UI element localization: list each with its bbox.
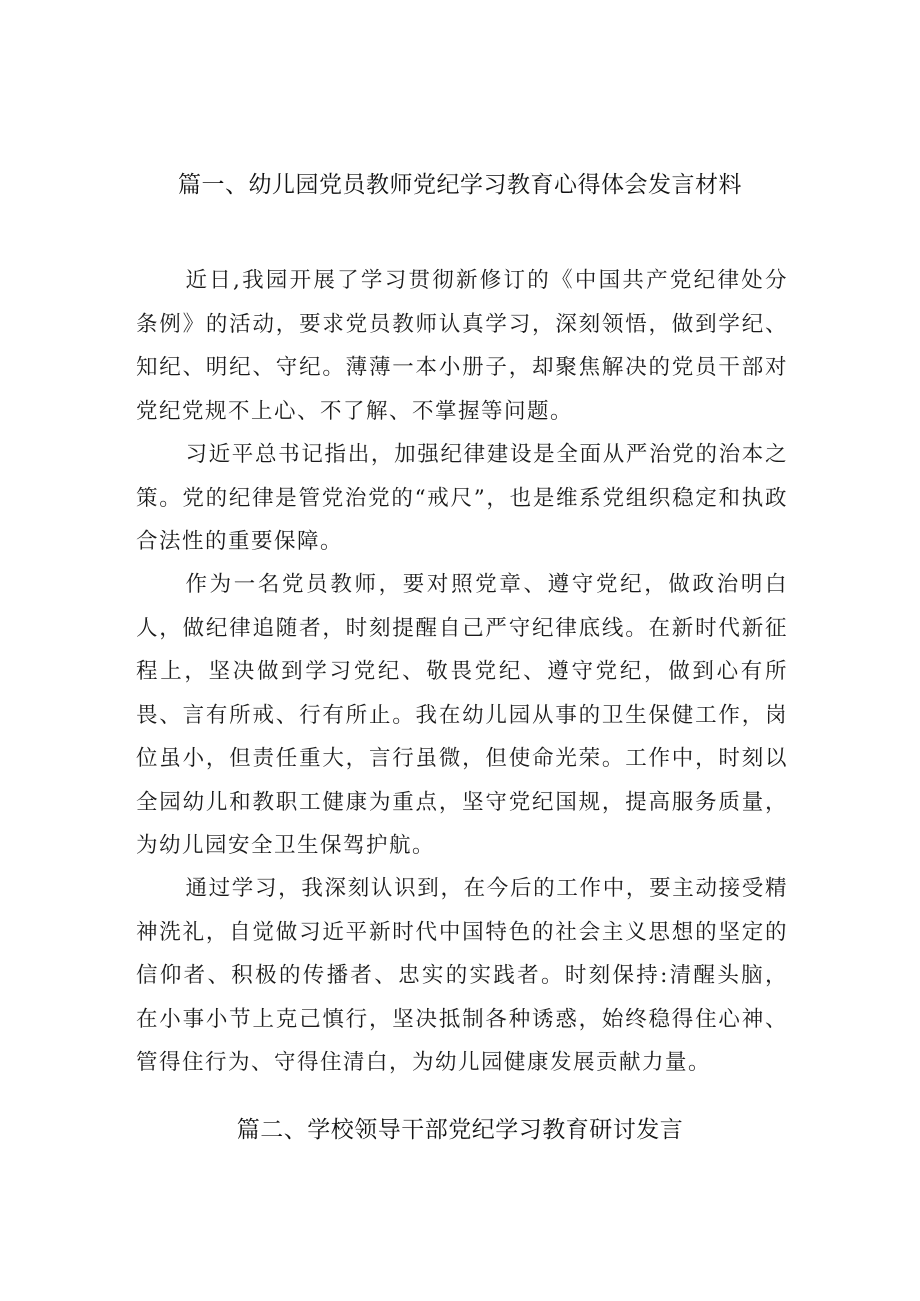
section-2-title: 篇二、学校领导干部党纪学习教育研讨发言 bbox=[236, 1117, 684, 1143]
paragraph-1: 近日,我园开展了学习贯彻新修订的《中国共产党纪律处分条例》的活动，要求党员教师认真学习，深刻领悟，做到学纪、知纪、明纪、守纪。薄薄一本小册子，却聚焦解决的党员干部对党纪党规不上心、不了解、不掌握等问题。 bbox=[136, 268, 788, 424]
section-1-title: 篇一、幼儿园党员教师党纪学习教育心得体会发言材料 bbox=[178, 172, 742, 198]
paragraph-4: 通过学习，我深刻认识到，在今后的工作中，要主动接受精神洗礼，自觉做习近平新时代中国特色的社会主义思想的坚定的信仰者、积极的传播者、忠实的实践者。时刻保持:清醒头脑，在小事小节上克己慎行，坚决抵制各种诱惑，始终稳得住心神、管得住行为、守得住清白，为幼儿园健康发展贡献力量。 bbox=[136, 876, 788, 1075]
paragraph-2: 习近平总书记指出，加强纪律建设是全面从严治党的治本之策。党的纪律是管党治党的“戒尺”，也是维系党组织稳定和执政合法性的重要保障。 bbox=[136, 442, 788, 554]
paragraph-3: 作为一名党员教师，要对照党章、遵守党纪，做政治明白人，做纪律追随者，时刻提醒自己严守纪律底线。在新时代新征程上，坚决做到学习党纪、敬畏党纪、遵守党纪，做到心有所畏、言有所戒、行有所止。我在幼儿园从事的卫生保健工作，岗位虽小，但责任重大，言行虽微，但使命光荣。工作中，时刻以全园幼儿和教职工健康为重点，坚守党纪国规，提高服务质量，为幼儿园安全卫生保驾护航。 bbox=[136, 572, 788, 858]
